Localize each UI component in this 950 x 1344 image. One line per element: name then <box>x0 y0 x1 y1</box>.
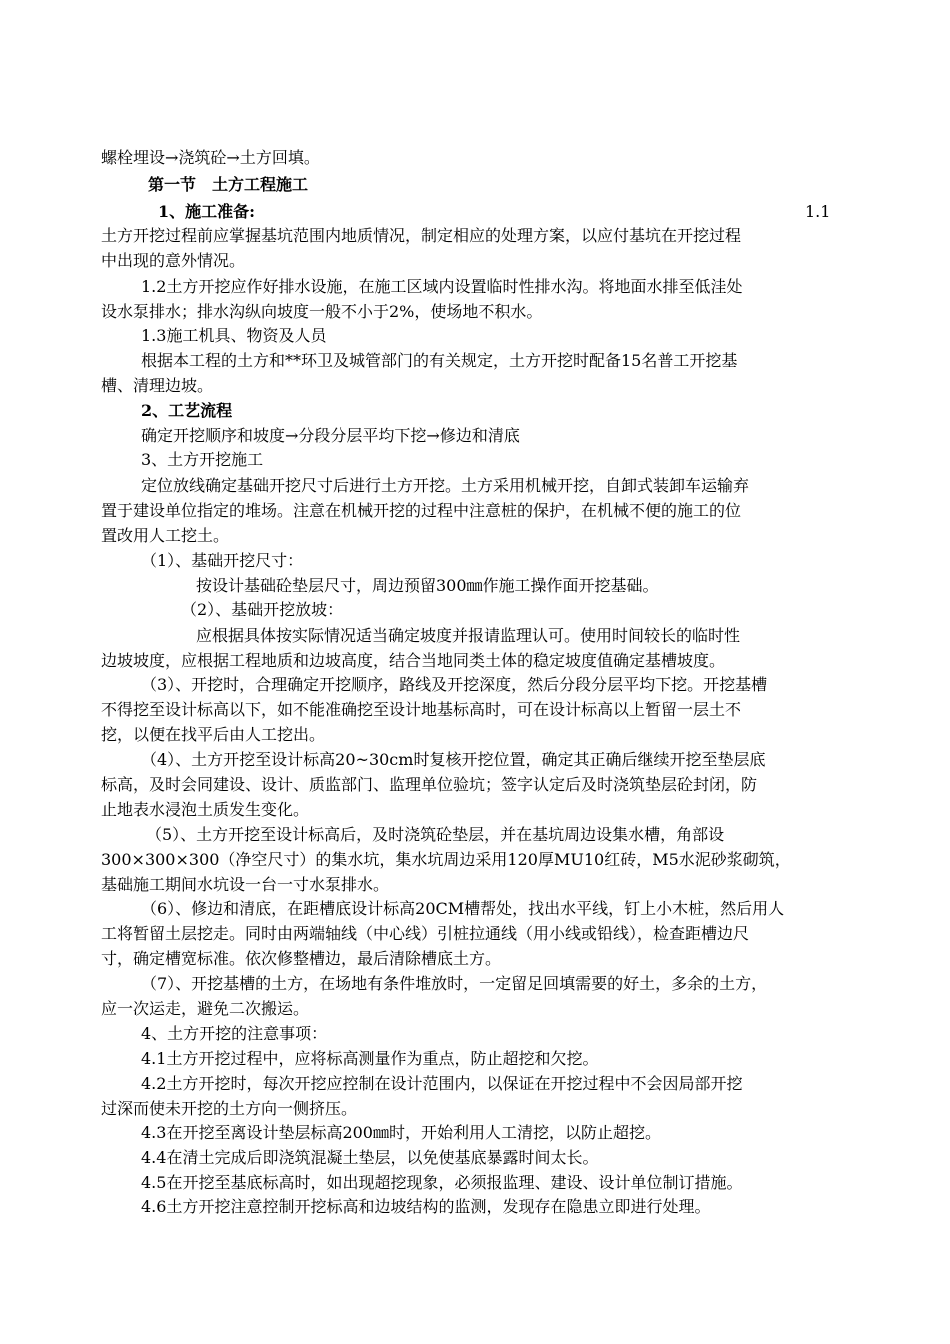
text-line: 4.4在清土完成后即浇筑混凝土垫层，以免使基底暴露时间太长。 <box>141 1148 599 1167</box>
text-line: （7）、开挖基槽的土方，在场地有条件堆放时，一定留足回填需要的好土，多余的土方， <box>141 974 768 993</box>
subsection-heading: 1、施工准备: <box>158 202 256 221</box>
text-line: 按设计基础砼垫层尺寸，周边预留300㎜作施工操作面开挖基础。 <box>196 576 659 595</box>
text-line: （1）、基础开挖尺寸： <box>141 551 304 570</box>
text-line: 4.2土方开挖时，每次开挖应控制在设计范围内，以保证在开挖过程中不会因局部开挖 <box>141 1074 743 1093</box>
text-line: 设水泵排水；排水沟纵向坡度一般不小于2%，使场地不积水。 <box>101 302 543 321</box>
text-line: 止地表水浸泡土质发生变化。 <box>101 800 310 819</box>
text-line: 4.5在开挖至基底标高时，如出现超挖现象，必须报监理、建设、设计单位制订措施。 <box>141 1173 743 1192</box>
text-line: 置于建设单位指定的堆场。注意在机械开挖的过程中注意桩的保护，在机械不便的施工的位 <box>101 501 742 520</box>
text-line: 基础施工期间水坑设一台一寸水泵排水。 <box>101 875 390 894</box>
text-line: 挖，以便在找平后由人工挖出。 <box>101 725 326 744</box>
text-line: （3）、开挖时，合理确定开挖顺序，路线及开挖深度，然后分段分层平均下挖。开挖基槽 <box>141 675 768 694</box>
text-line: 4.1土方开挖过程中，应将标高测量作为重点，防止超挖和欠挖。 <box>141 1049 599 1068</box>
text-line: 300×300×300（净空尺寸）的集水坑，集水坑周边采用120厚MU10红砖，M5水泥砂浆砌筑， <box>101 850 791 869</box>
text-line: 应根据具体按实际情况适当确定坡度并报请监理认可。使用时间较长的临时性 <box>196 626 741 645</box>
text-line: （6）、修边和清底，在距槽底设计标高20CM槽帮处，找出水平线，钉上小木桩，然后用人 <box>141 899 785 918</box>
text-line: 3、土方开挖施工 <box>141 450 264 469</box>
text-line: 工将暂留土层挖走。同时由两端轴线（中心线）引桩拉通线（用小线或铅线），检查距槽边尺 <box>101 924 750 943</box>
text-line: 边坡坡度，应根据工程地质和边坡高度，结合当地同类土体的稳定坡度值确定基槽坡度。 <box>101 651 726 670</box>
text-line: 土方开挖过程前应掌握基坑范围内地质情况，制定相应的处理方案，以应付基坑在开挖过程 <box>101 226 742 245</box>
text-line: 不得挖至设计标高以下，如不能准确挖至设计地基标高时，可在设计标高以上暂留一层土不 <box>101 700 742 719</box>
text-line: 确定开挖顺序和坡度→分段分层平均下挖→修边和清底 <box>141 426 520 445</box>
text-line: 定位放线确定基础开挖尺寸后进行土方开挖。土方采用机械开挖，自卸式装卸车运输弃 <box>141 476 750 495</box>
text-line: 置改用人工挖土。 <box>101 526 230 545</box>
text-line: 1.2土方开挖应作好排水设施，在施工区域内设置临时性排水沟。将地面水排至低洼处 <box>141 277 743 296</box>
text-line: 4.6土方开挖注意控制开挖标高和边坡结构的监测，发现存在隐患立即进行处理。 <box>141 1197 711 1216</box>
subsection-heading: 2、工艺流程 <box>141 401 233 420</box>
text-line: 槽、清理边坡。 <box>101 376 214 395</box>
text-line: （2）、基础开挖放坡： <box>181 600 344 619</box>
section-heading: 第一节 土方工程施工 <box>148 175 309 194</box>
text-line: （5）、土方开挖至设计标高后，及时浇筑砼垫层，并在基坑周边设集水槽，角部设 <box>146 825 725 844</box>
text-line: 中出现的意外情况。 <box>101 251 246 270</box>
text-line: 4.3在开挖至离设计垫层标高200㎜时，开始利用人工清挖，以防止超挖。 <box>141 1123 661 1142</box>
text-line: 螺栓埋设→浇筑砼→土方回填。 <box>101 148 320 167</box>
text-line: 根据本工程的土方和**环卫及城管部门的有关规定，土方开挖时配备15名普工开挖基 <box>141 351 738 370</box>
text-line: （4）、土方开挖至设计标高20~30cm时复核开挖位置，确定其正确后继续开挖至垫层底 <box>141 750 766 769</box>
text-line: 应一次运走，避免二次搬运。 <box>101 999 310 1018</box>
item-number: 1.1 <box>805 202 831 221</box>
text-line: 标高，及时会同建设、设计、质监部门、监理单位验坑；签字认定后及时浇筑垫层砼封闭，防 <box>101 775 758 794</box>
text-line: 4、土方开挖的注意事项： <box>141 1024 328 1043</box>
text-line: 过深而使未开挖的土方向一侧挤压。 <box>101 1099 358 1118</box>
text-line: 1.3施工机具、物资及人员 <box>141 326 327 345</box>
text-line: 寸，确定槽宽标准。依次修整槽边，最后清除槽底土方。 <box>101 949 502 968</box>
